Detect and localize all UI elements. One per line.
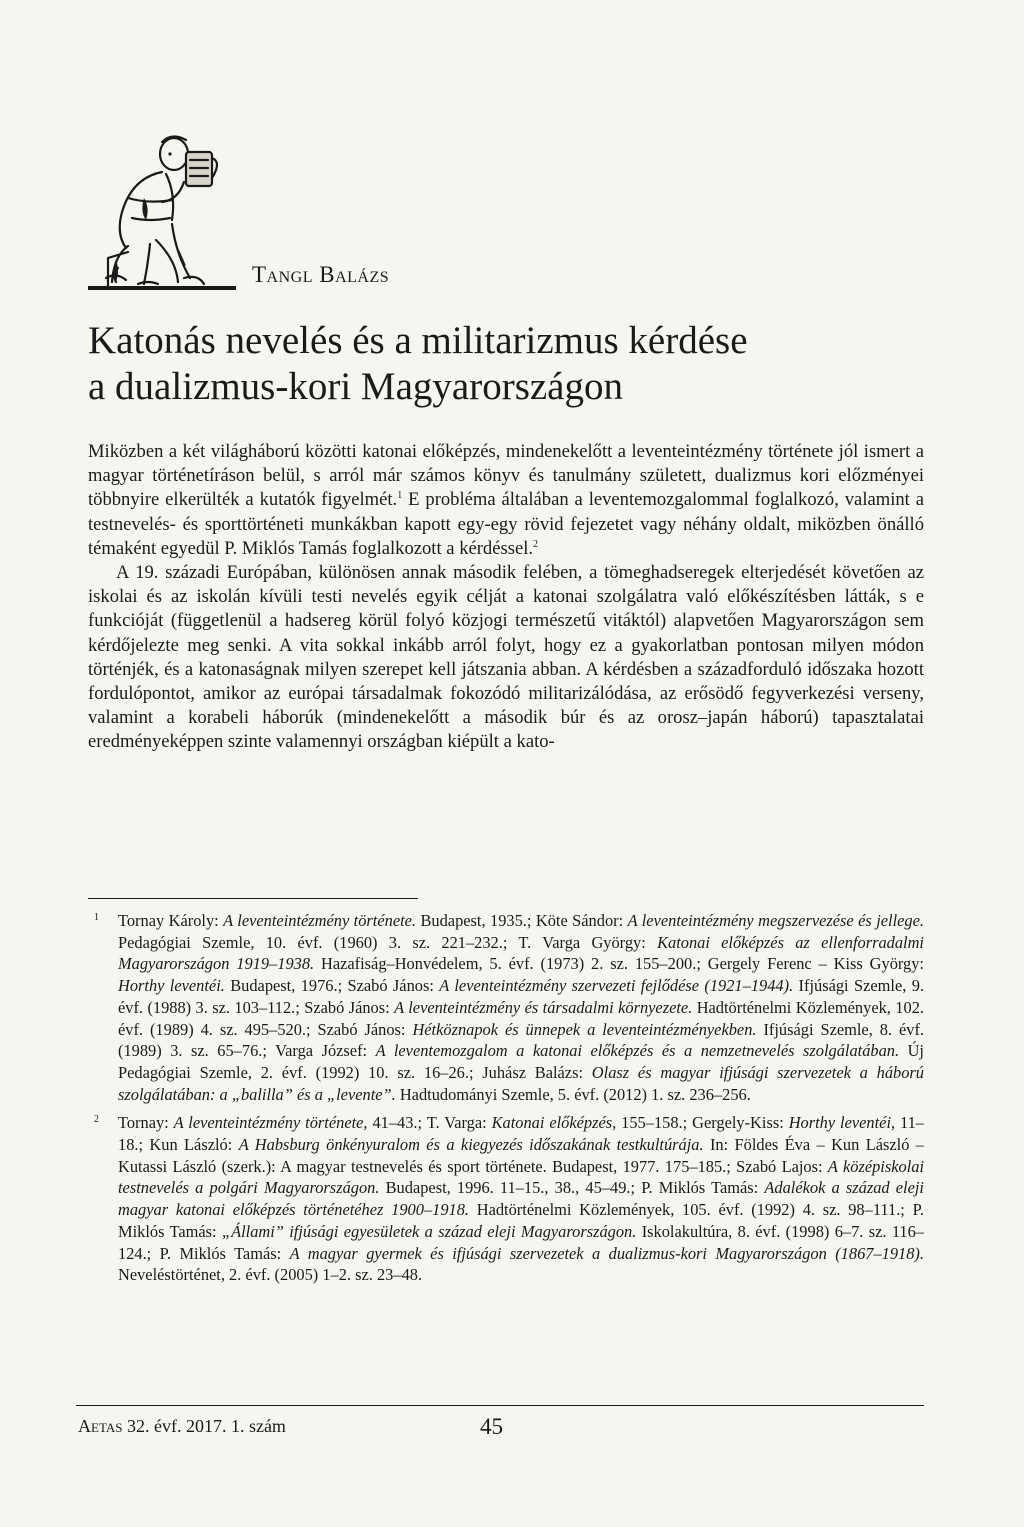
- footnote-text: Hadtörténelmi Közlemények, 102. évf. (1989) 4. sz. 495–520.; Szabó János:: [118, 997, 924, 1039]
- journal-info: [78, 1416, 286, 1437]
- footnote-ref-1[interactable]: 1: [397, 490, 403, 502]
- footnote-text: Hadtörténelmi Közlemények, 105. évf. (1992) 4. sz. 98–111.; P. Miklós Tamás:: [118, 1200, 924, 1241]
- footnote-title: Olasz és magyar ifjúsági szervezetek a háború szolgálatában: a „balilla” és a „levente”.: [118, 1062, 924, 1104]
- article-title: [88, 318, 924, 410]
- footnote-title: A leventeintézmény szervezeti fejlődése (1921–1944).: [439, 976, 794, 996]
- soldier-drinking-illustration-icon: [88, 128, 238, 298]
- footnote-2: [88, 1112, 924, 1286]
- footnote-text: In: Földes Éva – Kun László – Kutassi László (szerk.): A magyar testnevelés és sport története. Budapest, 1977. 175–185.; Szabó Lajos:: [118, 1135, 924, 1176]
- footnote-title: A magyar gyermek és ifjúsági szervezetek a dualizmus-kori Magyarországon (1867–1918).: [289, 1243, 924, 1263]
- title-line-2: a dualizmus-kori Magyarországon: [88, 365, 623, 408]
- journal-issue: 32. évf. 2017. 1. szám: [122, 1416, 286, 1436]
- footnote-rule: [88, 898, 418, 899]
- footnote-text: Pedagógiai Szemle, 10. évf. (1960) 3. sz. 221–232.; T. Varga György:: [118, 932, 658, 952]
- footnote-title: A leventemozgalom a katonai előképzés és a nemzetnevelés szolgálatában.: [375, 1041, 900, 1061]
- footnote-title: Horthy leventéi,: [788, 1113, 896, 1133]
- logo-rule: [88, 286, 236, 290]
- footnote-text: Hazafiság–Honvédelem, 5. évf. (1973) 2. sz. 155–200.; Gergely Ferenc – Kiss György:: [314, 954, 924, 974]
- page-number: 45: [480, 1414, 503, 1439]
- footnote-title: Hétköznapok és ünnepek a leventeintézményekben.: [412, 1019, 757, 1039]
- footnotes: [88, 910, 924, 1293]
- footnote-title: Katonai előképzés az ellenforradalmi Magyarországon 1919–1938.: [118, 932, 924, 974]
- footnote-text: Ifjúsági Szemle, 8. évf. (1989) 3. sz. 65–76.; Varga József:: [118, 1019, 925, 1061]
- footnote-title: A leventeintézmény és társadalmi környezete.: [394, 997, 693, 1017]
- author-name: Tangl Balázs: [252, 262, 390, 287]
- journal-name: Aetas: [78, 1416, 123, 1436]
- footnote-number: 2: [94, 1114, 99, 1126]
- footnote-title: Horthy leventéi.: [118, 976, 225, 996]
- footnote-title: A leventeintézmény megszervezése és jellege.: [627, 911, 925, 930]
- footnote-title: Adalékok a század eleji magyar katonai előképzés történetéhez 1900–1918.: [118, 1178, 924, 1220]
- footnote-title: Katonai előképzés,: [491, 1113, 617, 1133]
- footnote-title: A Habsburg önkényuralom és a kiegyezés időszakának testkultúrája.: [238, 1135, 704, 1155]
- footnote-ref-2[interactable]: 2: [533, 538, 539, 550]
- footnote-text: Budapest, 1935.; Köte Sándor:: [416, 911, 628, 930]
- footnote-text: Neveléstörténet, 2. évf. (2005) 1–2. sz. 23–48.: [118, 1265, 423, 1285]
- footnote-text: 41–43.; T. Varga:: [367, 1113, 492, 1133]
- footnote-text: Hadtudományi Szemle, 5. évf. (2012) 1. sz. 236–256.: [395, 1084, 751, 1104]
- footnote-text: Iskolakultúra, 8. évf. (1998) 6–7. sz. 116–124.; P. Miklós Tamás:: [118, 1221, 925, 1263]
- footnote-text: Tornay:: [118, 1113, 174, 1133]
- paragraph-1: Miközben a két világháború közötti katonai előképzés, mindenekelőtt a leventeintézmény története jól ismert a magyar történetíráson belül, s arról már számos könyv és tanulmány született, dualizmus kori előzményei többnyire elkerülték a kutatók figyelmét.$^1$ E probléma általában a leventemozgalommal foglalkozó, valamint a testnevelés- és sporttörténeti munkákban kapott egy-egy rövid fejezetet vagy néhány oldalt, miközben önálló témaként egyedül P. Miklós Tamás foglalkozott a kérdéssel.$^2$: [88, 441, 924, 559]
- footnote-text: 11–18.; Kun László:: [118, 1113, 925, 1155]
- footnote-text: Budapest, 1976.; Szabó János:: [224, 976, 440, 996]
- footer-rule: [76, 1405, 924, 1406]
- article-page: [78, 0, 925, 1527]
- footnote-title: A leventeintézmény története,: [173, 1113, 368, 1133]
- footnote-text: 155–158.; Gergely-Kiss:: [616, 1113, 789, 1133]
- footnote-text: Tornay Károly:: [118, 911, 224, 930]
- footnote-title: A leventeintézmény története.: [223, 911, 417, 930]
- article-body: [88, 440, 924, 755]
- footnote-1: [88, 910, 924, 1105]
- footnote-text: Budapest, 1996. 11–15., 38., 45–49.; P. Miklós Tamás:: [379, 1178, 765, 1198]
- paragraph-2: A 19. századi Európában, különösen annak második felében, a tömeghadseregek elterjedését követően az iskolai és az iskolán kívüli testi nevelés egyik célját a katonai szolgálatra való előkészítésben látták, s e funkcióját (függetlenül a hadsereg körül folyó közjogi természetű vitáktól) alapvetően Magyarországon sem kérdőjelezte meg senki. A vita sokkal inkább arról folyt, hogy ez a gyakorlatban pontosan milyen módon történjék, és a katonaságnak milyen szerepet kell játszania abban. A kérdésben a századforduló időszaka hozott fordulópontot, amikor az európai társadalmak fokozódó militarizálódása, az erősödő fegyverkezési verseny, valamint a korabeli háborúk (mindenekelőtt a második búr és az orosz–japán háború) tapasztalatai eredményeképpen szinte valamennyi országban kiépült a kato-: [88, 562, 924, 753]
- footnote-title: A középiskolai testnevelés a polgári Magyarországon.: [118, 1156, 924, 1198]
- footnote-text: Ifjúsági Szemle, 9. évf. (1988) 3. sz. 103–112.; Szabó János:: [118, 976, 924, 1017]
- title-line-1: Katonás nevelés és a militarizmus kérdése: [88, 319, 748, 362]
- footnote-number: 1: [94, 912, 99, 923]
- footnote-title: „Állami” ifjúsági egyesületek a század eleji Magyarországon.: [221, 1221, 637, 1241]
- footnote-text: Új Pedagógiai Szemle, 2. évf. (1992) 10. sz. 16–26.; Juhász Balázs:: [118, 1041, 924, 1082]
